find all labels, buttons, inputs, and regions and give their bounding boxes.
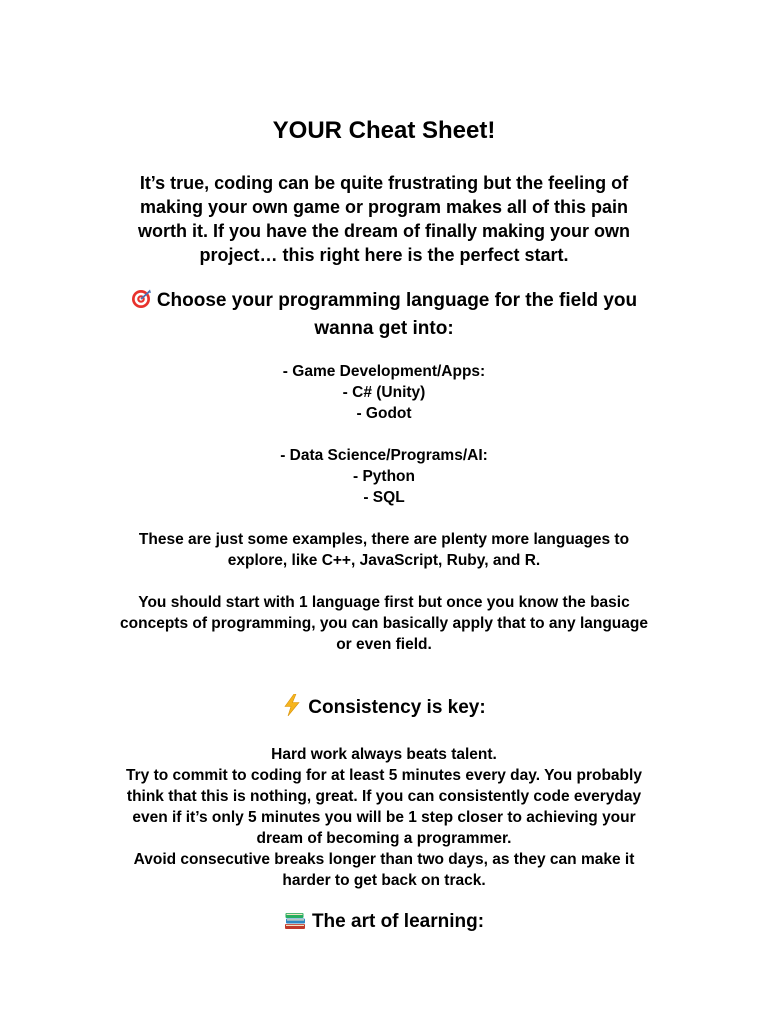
books-icon [284,910,306,937]
consistency-line: harder to get back on track. [282,872,486,889]
consistency-section-heading [110,694,658,723]
data-science-list [84,445,684,508]
intro-line: project… this right here is the perfect start. [199,245,569,265]
consistency-paragraph [98,744,670,891]
consistency-line: think that this is nothing, great. If you can consistently code everyday [126,788,642,805]
consistency-line: Avoid consecutive breaks longer than two days, as they can make it [133,851,635,868]
intro-line: making your own game or program makes all of this pain [139,197,629,217]
start-advice-paragraph [90,592,678,655]
game-dev-list [84,361,684,424]
examples-paragraph [104,529,664,571]
language-heading-line: Choose your programming language for the field you [156,290,638,311]
consistency-line: even if it’s only 5 minutes you will be 1 step closer to achieving your [132,809,636,826]
intro-line: worth it. If you have the dream of finally making your own [137,221,631,241]
page-title: YOUR Cheat Sheet! [272,117,496,144]
consistency-heading-text: Consistency is key: [308,697,486,718]
language-heading-line: wanna get into: [314,318,454,339]
list-item: - Data Science/Programs/AI: [280,447,488,464]
start-advice-line: concepts of programming, you can basically apply that to any language [120,615,648,632]
examples-line: These are just some examples, there are plenty more languages to [138,531,630,548]
language-section-heading [110,288,658,341]
intro-line: It’s true, coding can be quite frustrating but the feeling of [139,173,629,193]
examples-line: explore, like C++, JavaScript, Ruby, and R. [227,552,541,569]
start-advice-line: or even field. [336,636,432,653]
list-item: - Python [353,468,415,485]
list-item: - Game Development/Apps: [282,363,486,380]
start-advice-line: You should start with 1 language first but once you know the basic [138,594,630,611]
list-item: - C# (Unity) [342,384,426,401]
target-icon [131,289,151,316]
consistency-line: Try to commit to coding for at least 5 minutes every day. You probably [126,767,642,784]
learning-heading-text: The art of learning: [311,911,485,932]
consistency-line: Hard work always beats talent. [271,746,497,763]
intro-paragraph [104,171,664,267]
consistency-line: dream of becoming a programmer. [256,830,512,847]
list-item: - Godot [356,405,412,422]
lightning-icon [282,694,302,723]
learning-section-heading [110,909,658,937]
list-item: - SQL [363,489,405,506]
